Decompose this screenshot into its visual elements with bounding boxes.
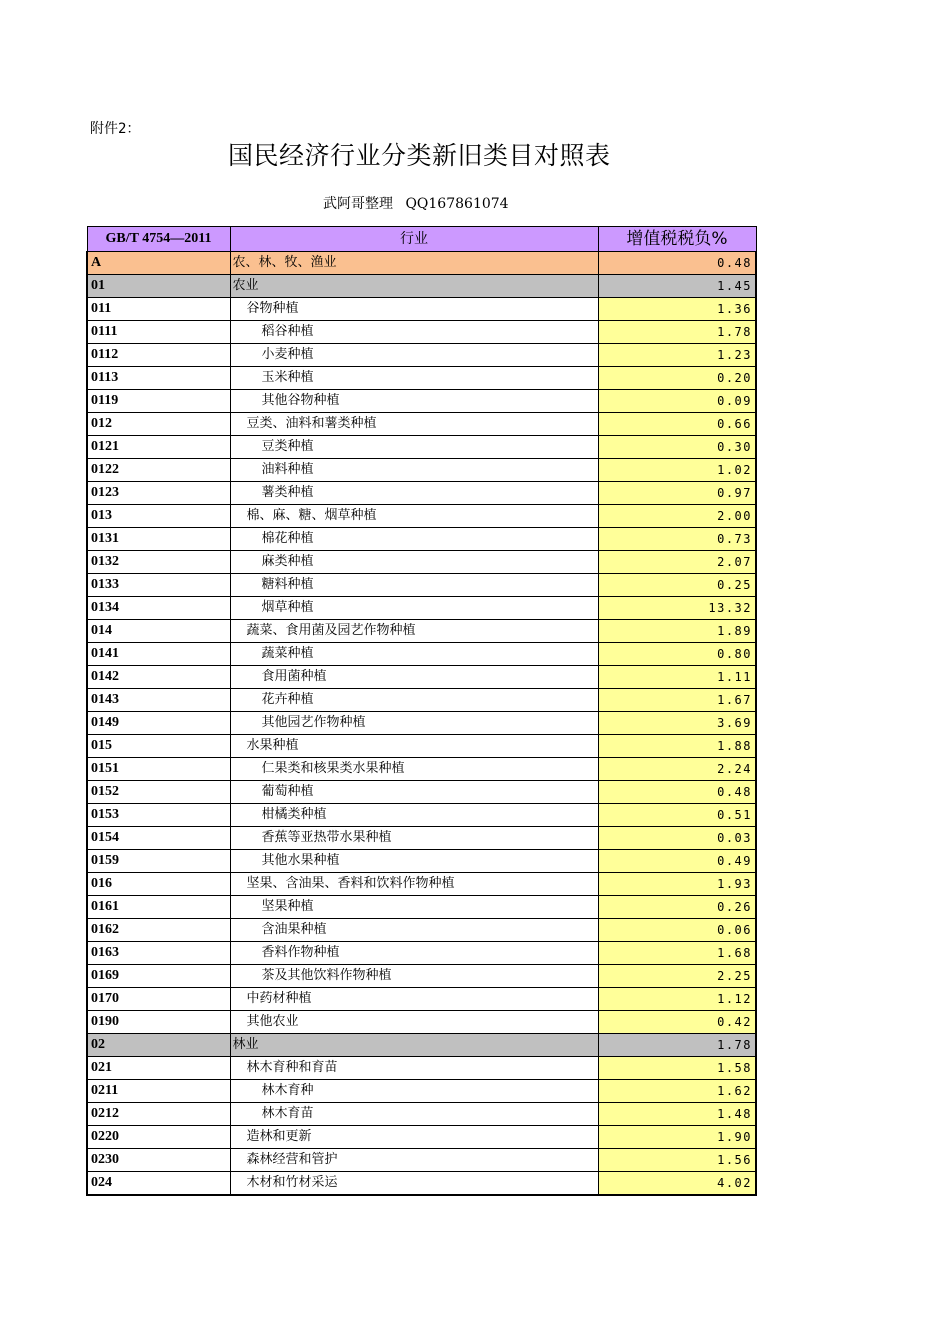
row-code: 0154 — [87, 827, 230, 850]
row-code: 0123 — [87, 482, 230, 505]
row-industry-name: 柑橘类种植 — [230, 804, 598, 827]
row-vat-burden: 0.30 — [598, 436, 756, 459]
row-industry-name: 香料作物种植 — [230, 942, 598, 965]
row-vat-burden: 1.78 — [598, 321, 756, 344]
row-code: 0141 — [87, 643, 230, 666]
table-row — [87, 1034, 756, 1057]
row-code: 0112 — [87, 344, 230, 367]
row-code: 0142 — [87, 666, 230, 689]
row-vat-burden: 1.88 — [598, 735, 756, 758]
row-vat-burden: 2.00 — [598, 505, 756, 528]
row-code: 0143 — [87, 689, 230, 712]
row-code: 0132 — [87, 551, 230, 574]
table-row — [87, 528, 756, 551]
row-industry-name: 其他谷物种植 — [230, 390, 598, 413]
page-subtitle: 武阿哥整理 QQ167861074 — [323, 196, 509, 212]
row-industry-name: 木材和竹材采运 — [230, 1172, 598, 1196]
row-industry-name: 小麦种植 — [230, 344, 598, 367]
row-industry-name: 林木育种和育苗 — [230, 1057, 598, 1080]
table-row — [87, 1080, 756, 1103]
table-row — [87, 321, 756, 344]
row-code: 0159 — [87, 850, 230, 873]
row-industry-name: 其他园艺作物种植 — [230, 712, 598, 735]
row-vat-burden: 2.25 — [598, 965, 756, 988]
table-row — [87, 344, 756, 367]
row-code: 0230 — [87, 1149, 230, 1172]
row-industry-name: 葡萄种植 — [230, 781, 598, 804]
row-industry-name: 食用菌种植 — [230, 666, 598, 689]
row-vat-burden: 2.24 — [598, 758, 756, 781]
row-industry-name: 谷物种植 — [230, 298, 598, 321]
table-row — [87, 1172, 756, 1196]
row-code: 0131 — [87, 528, 230, 551]
row-code: 02 — [87, 1034, 230, 1057]
row-code: 0119 — [87, 390, 230, 413]
table-row — [87, 988, 756, 1011]
row-vat-burden: 0.06 — [598, 919, 756, 942]
row-vat-burden: 0.20 — [598, 367, 756, 390]
row-vat-burden: 0.80 — [598, 643, 756, 666]
row-industry-name: 油料种植 — [230, 459, 598, 482]
row-industry-name: 玉米种植 — [230, 367, 598, 390]
row-industry-name: 烟草种植 — [230, 597, 598, 620]
table-row — [87, 873, 756, 896]
row-code: 0133 — [87, 574, 230, 597]
row-industry-name: 农业 — [230, 275, 598, 298]
row-vat-burden: 2.07 — [598, 551, 756, 574]
page-title: 国民经济行业分类新旧类目对照表 — [228, 141, 611, 170]
row-industry-name: 花卉种植 — [230, 689, 598, 712]
row-industry-name: 香蕉等亚热带水果种植 — [230, 827, 598, 850]
table-row — [87, 551, 756, 574]
row-vat-burden: 1.89 — [598, 620, 756, 643]
table-row — [87, 1126, 756, 1149]
row-vat-burden: 0.51 — [598, 804, 756, 827]
table-row — [87, 298, 756, 321]
row-industry-name: 林业 — [230, 1034, 598, 1057]
table-row — [87, 827, 756, 850]
row-code: 012 — [87, 413, 230, 436]
table-row — [87, 574, 756, 597]
row-code: 0211 — [87, 1080, 230, 1103]
row-industry-name: 糖料种植 — [230, 574, 598, 597]
table-row — [87, 735, 756, 758]
row-code: 0111 — [87, 321, 230, 344]
row-vat-burden: 4.02 — [598, 1172, 756, 1196]
row-industry-name: 蔬菜种植 — [230, 643, 598, 666]
row-code: 021 — [87, 1057, 230, 1080]
row-industry-name: 棉花种植 — [230, 528, 598, 551]
row-industry-name: 坚果种植 — [230, 896, 598, 919]
row-industry-name: 豆类、油料和薯类种植 — [230, 413, 598, 436]
table-row — [87, 1103, 756, 1126]
table-row — [87, 850, 756, 873]
row-vat-burden: 0.09 — [598, 390, 756, 413]
row-vat-burden: 13.32 — [598, 597, 756, 620]
column-header-code: GB/T 4754—2011 — [87, 227, 230, 252]
row-industry-name: 坚果、含油果、香料和饮料作物种植 — [230, 873, 598, 896]
row-vat-burden: 1.93 — [598, 873, 756, 896]
table-row — [87, 367, 756, 390]
row-industry-name: 林木育苗 — [230, 1103, 598, 1126]
row-vat-burden: 0.73 — [598, 528, 756, 551]
table-row — [87, 965, 756, 988]
row-vat-burden: 3.69 — [598, 712, 756, 735]
column-header-vat-burden: 增值税税负% — [598, 227, 756, 252]
row-industry-name: 森林经营和管护 — [230, 1149, 598, 1172]
row-industry-name: 含油果种植 — [230, 919, 598, 942]
table-row — [87, 505, 756, 528]
row-vat-burden: 1.67 — [598, 689, 756, 712]
row-industry-name: 仁果类和核果类水果种植 — [230, 758, 598, 781]
row-code: 0134 — [87, 597, 230, 620]
row-code: 014 — [87, 620, 230, 643]
row-code: 0122 — [87, 459, 230, 482]
row-industry-name: 稻谷种植 — [230, 321, 598, 344]
table-row — [87, 1011, 756, 1034]
table-row — [87, 919, 756, 942]
table-row — [87, 896, 756, 919]
row-code: 0121 — [87, 436, 230, 459]
row-industry-name: 豆类种植 — [230, 436, 598, 459]
row-industry-name: 中药材种植 — [230, 988, 598, 1011]
row-vat-burden: 0.49 — [598, 850, 756, 873]
table-row — [87, 390, 756, 413]
row-vat-burden: 0.42 — [598, 1011, 756, 1034]
row-code: 013 — [87, 505, 230, 528]
table-row — [87, 1149, 756, 1172]
column-header-industry: 行业 — [230, 227, 598, 252]
table-row — [87, 643, 756, 666]
row-vat-burden: 0.25 — [598, 574, 756, 597]
row-vat-burden: 1.62 — [598, 1080, 756, 1103]
table-row — [87, 804, 756, 827]
row-vat-burden: 1.36 — [598, 298, 756, 321]
row-code: 0153 — [87, 804, 230, 827]
row-code: 01 — [87, 275, 230, 298]
table-header-row — [87, 227, 756, 252]
row-code: 0169 — [87, 965, 230, 988]
row-industry-name: 水果种植 — [230, 735, 598, 758]
row-vat-burden: 1.11 — [598, 666, 756, 689]
table-row — [87, 436, 756, 459]
table-row — [87, 620, 756, 643]
table-row — [87, 252, 756, 275]
table-row — [87, 275, 756, 298]
row-code: 0170 — [87, 988, 230, 1011]
table-body — [87, 252, 756, 1196]
industry-table — [86, 226, 757, 1196]
row-industry-name: 农、林、牧、渔业 — [230, 252, 598, 275]
row-industry-name: 薯类种植 — [230, 482, 598, 505]
row-vat-burden: 1.78 — [598, 1034, 756, 1057]
row-vat-burden: 1.23 — [598, 344, 756, 367]
row-code: 0113 — [87, 367, 230, 390]
table-row — [87, 413, 756, 436]
row-vat-burden: 1.58 — [598, 1057, 756, 1080]
attachment-note: 附件2： — [90, 121, 141, 137]
table-row — [87, 597, 756, 620]
row-industry-name: 茶及其他饮料作物种植 — [230, 965, 598, 988]
row-code: 015 — [87, 735, 230, 758]
table-row — [87, 942, 756, 965]
row-vat-burden: 0.48 — [598, 781, 756, 804]
row-vat-burden: 0.48 — [598, 252, 756, 275]
row-vat-burden: 1.90 — [598, 1126, 756, 1149]
row-vat-burden: 1.02 — [598, 459, 756, 482]
table-row — [87, 666, 756, 689]
row-industry-name: 林木育种 — [230, 1080, 598, 1103]
row-industry-name: 造林和更新 — [230, 1126, 598, 1149]
row-industry-name: 麻类种植 — [230, 551, 598, 574]
row-vat-burden: 1.68 — [598, 942, 756, 965]
row-industry-name: 其他水果种植 — [230, 850, 598, 873]
row-code: 011 — [87, 298, 230, 321]
row-code: 0162 — [87, 919, 230, 942]
row-code: 0149 — [87, 712, 230, 735]
row-code: 0152 — [87, 781, 230, 804]
table-row — [87, 459, 756, 482]
row-vat-burden: 1.56 — [598, 1149, 756, 1172]
row-code: A — [87, 252, 230, 275]
row-vat-burden: 0.66 — [598, 413, 756, 436]
row-code: 0163 — [87, 942, 230, 965]
row-industry-name: 蔬菜、食用菌及园艺作物种植 — [230, 620, 598, 643]
row-code: 016 — [87, 873, 230, 896]
table-row — [87, 712, 756, 735]
row-code: 0212 — [87, 1103, 230, 1126]
row-industry-name: 棉、麻、糖、烟草种植 — [230, 505, 598, 528]
table-row — [87, 781, 756, 804]
row-industry-name: 其他农业 — [230, 1011, 598, 1034]
row-vat-burden: 0.26 — [598, 896, 756, 919]
table-row — [87, 758, 756, 781]
table-row — [87, 1057, 756, 1080]
row-vat-burden: 0.03 — [598, 827, 756, 850]
row-vat-burden: 1.48 — [598, 1103, 756, 1126]
row-code: 0151 — [87, 758, 230, 781]
table-row — [87, 482, 756, 505]
table-row — [87, 689, 756, 712]
row-code: 0220 — [87, 1126, 230, 1149]
row-vat-burden: 1.45 — [598, 275, 756, 298]
row-code: 0161 — [87, 896, 230, 919]
row-vat-burden: 1.12 — [598, 988, 756, 1011]
row-vat-burden: 0.97 — [598, 482, 756, 505]
row-code: 0190 — [87, 1011, 230, 1034]
row-code: 024 — [87, 1172, 230, 1196]
